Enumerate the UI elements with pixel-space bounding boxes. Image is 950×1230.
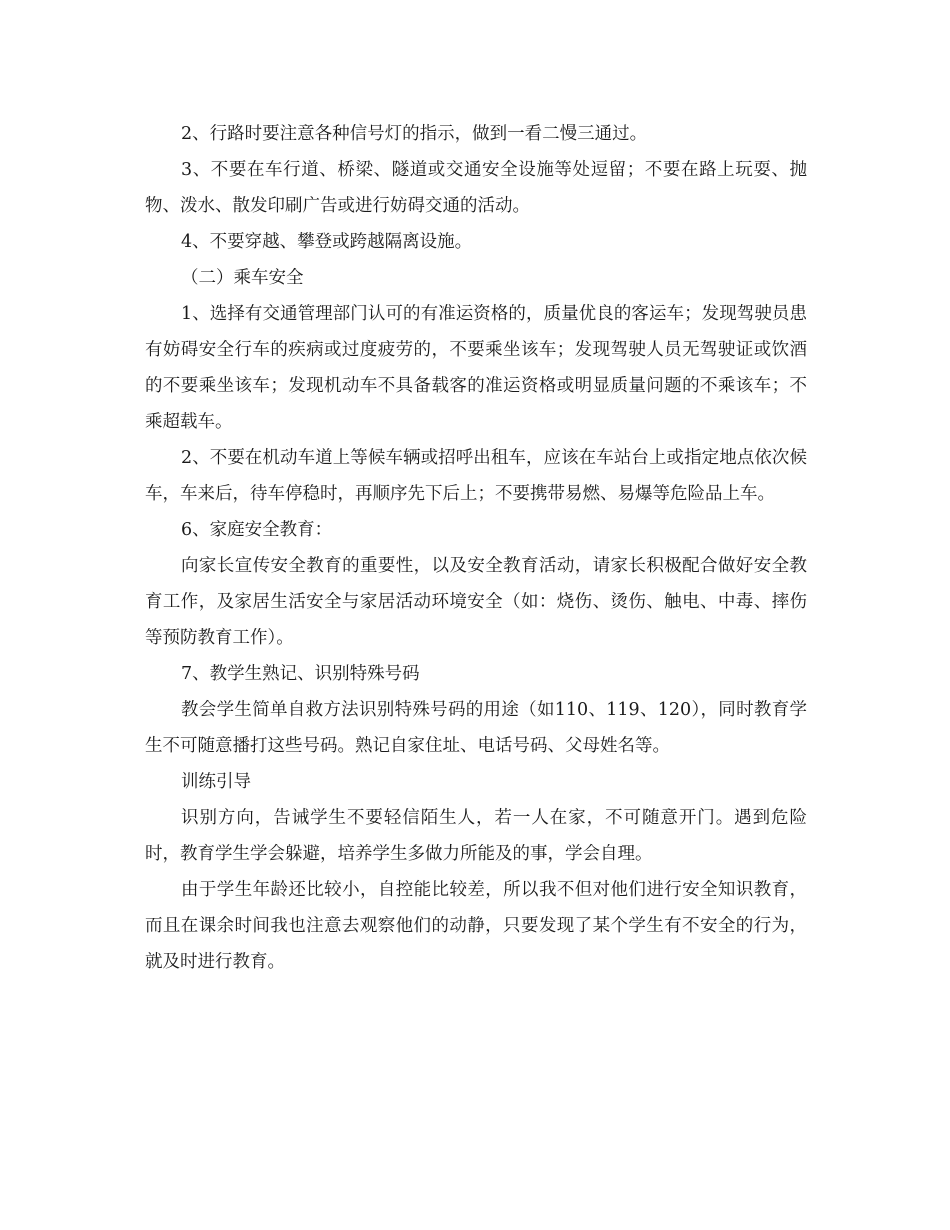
document-body (145, 116, 807, 980)
heading-training-guidance: 训练引导 (181, 772, 251, 792)
paragraph-waiting-for-vehicle: 2、不要在机动车道上等候车辆或招呼出租车，应该在车站台上或指定地点依次候车，车来后，待车停稳时，再顺序先下后上；不要携带易燃、易爆等危险品上车。 (145, 448, 807, 504)
paragraph-special-numbers: 教会学生简单自救方法识别特殊号码的用途（如110、119、120），同时教育学生不可随意播打这些号码。熟记自家住址、电话号码、父母姓名等。 (145, 700, 807, 756)
paragraph-supervision: 由于学生年龄还比较小，自控能比较差，所以我不但对他们进行安全知识教育，而且在课余时间我也注意去观察他们的动静，只要发现了某个学生有不安全的行为，就及时进行教育。 (145, 880, 807, 972)
paragraph-choose-vehicle: 1、选择有交通管理部门认可的有准运资格的，质量优良的客运车；发现驾驶员患有妨碍安全行车的疾病或过度疲劳的，不要乘坐该车；发现驾驶人员无驾驶证或饮酒的不要乘坐该车；发现机动车不具备载客的准运资格或明显质量问题的不乘该车；不乘超载车。 (145, 304, 807, 432)
heading-family-safety-education: 6、家庭安全教育： (181, 520, 333, 540)
paragraph-direction-strangers: 识别方向，告诫学生不要轻信陌生人，若一人在家，不可随意开门。遇到危险时，教育学生学会躲避，培养学生多做力所能及的事，学会自理。 (145, 808, 807, 864)
section-heading-riding-safety: （二）乘车安全 (181, 268, 304, 288)
paragraph-walking-signals: 2、行路时要注意各种信号灯的指示，做到一看二慢三通过。 (181, 124, 648, 144)
paragraph-no-crossing-barriers: 4、不要穿越、攀登或跨越隔离设施。 (181, 232, 473, 252)
paragraph-no-loitering: 3、不要在车行道、桥梁、隧道或交通安全设施等处逗留；不要在路上玩耍、抛物、泼水、散发印刷广告或进行妨碍交通的活动。 (145, 160, 807, 216)
paragraph-family-safety: 向家长宣传安全教育的重要性，以及安全教育活动，请家长积极配合做好安全教育工作，及家居生活安全与家居活动环境安全（如：烧伤、烫伤、触电、中毒、摔伤等预防教育工作）。 (145, 556, 807, 648)
heading-special-numbers: 7、教学生熟记、识别特殊号码 (181, 664, 420, 684)
